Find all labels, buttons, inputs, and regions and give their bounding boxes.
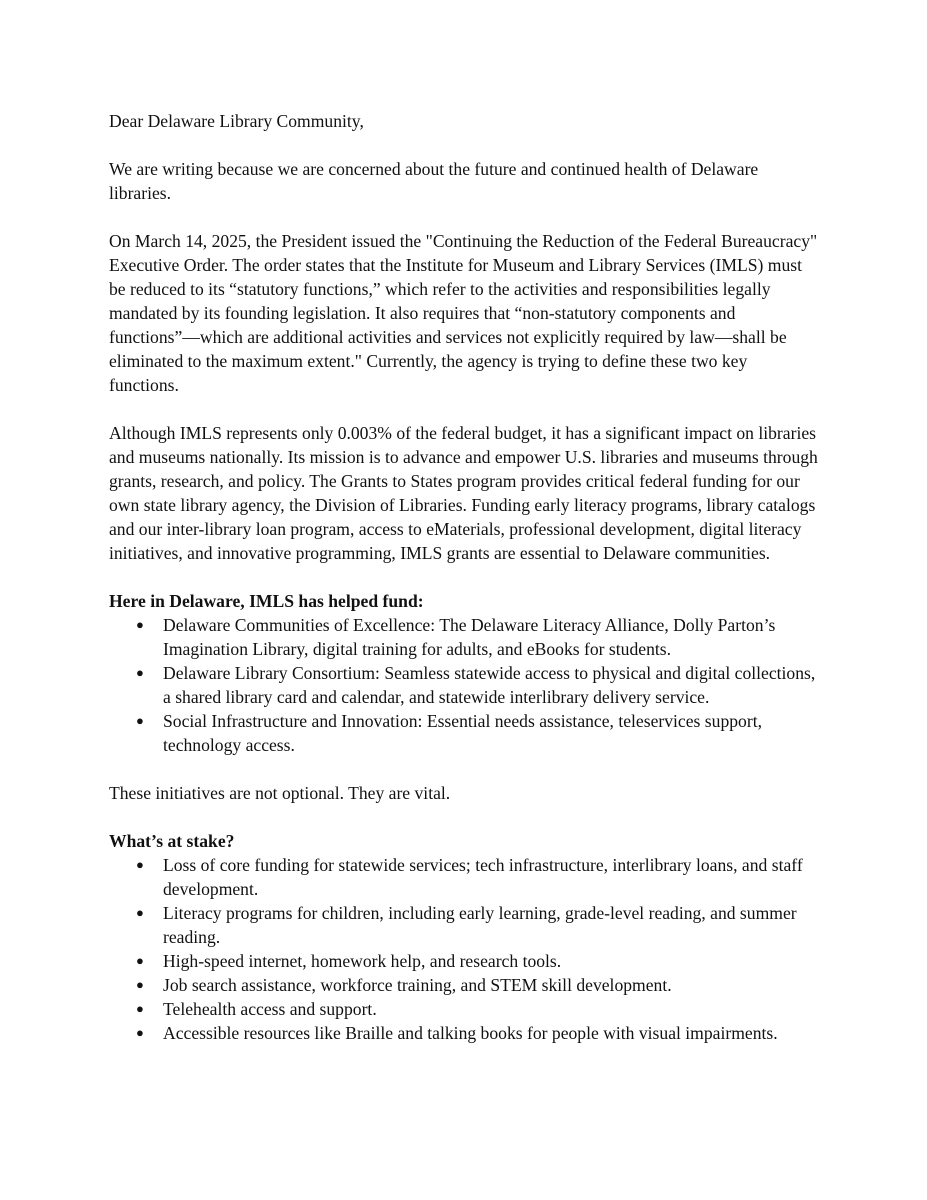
list-item-text: Delaware Communities of Excellence: The Delaware Literacy Alliance, Dolly Parton’s Imagination Library, digital training for adults, and eBooks for students. bbox=[163, 615, 776, 659]
list-item bbox=[109, 949, 821, 973]
list-item bbox=[109, 709, 821, 757]
list-item-text: High-speed internet, homework help, and research tools. bbox=[163, 951, 562, 971]
list-item bbox=[109, 901, 821, 949]
list-item-text: Social Infrastructure and Innovation: Essential needs assistance, teleservices support, technology access. bbox=[163, 711, 762, 755]
list-item-text: Accessible resources like Braille and talking books for people with visual impairments. bbox=[163, 1023, 778, 1043]
bullet-icon: ● bbox=[136, 977, 144, 992]
list-item bbox=[109, 1021, 821, 1045]
bullet-icon: ● bbox=[136, 905, 144, 920]
intro-paragraph: We are writing because we are concerned about the future and continued health of Delaware libraries. bbox=[109, 159, 759, 203]
list-item bbox=[109, 661, 821, 709]
letter-body bbox=[109, 109, 821, 1069]
stake-list bbox=[109, 853, 821, 1045]
funded-heading: Here in Delaware, IMLS has helped fund: bbox=[109, 591, 424, 611]
list-item bbox=[109, 853, 821, 901]
salutation: Dear Delaware Library Community, bbox=[109, 111, 364, 131]
bullet-icon: ● bbox=[136, 1001, 144, 1016]
bullet-icon: ● bbox=[136, 665, 144, 680]
bullet-icon: ● bbox=[136, 617, 144, 632]
vital-statement: These initiatives are not optional. They are vital. bbox=[109, 783, 451, 803]
bullet-icon: ● bbox=[136, 1025, 144, 1040]
list-item-text: Job search assistance, workforce training, and STEM skill development. bbox=[163, 975, 672, 995]
bullet-icon: ● bbox=[136, 953, 144, 968]
imls-paragraph: Although IMLS represents only 0.003% of the federal budget, it has a significant impact on libraries and museums nationally. Its mission is to advance and empower U.S. libraries and museums through grants, research, and policy. The Grants to States program provides critical federal funding for our own state library agency, the Division of Libraries. Funding early literacy programs, library catalogs and our inter-library loan program, access to eMaterials, professional development, digital literacy initiatives, and innovative programming, IMLS grants are essential to Delaware communities. bbox=[109, 423, 818, 563]
list-item-text: Literacy programs for children, including early learning, grade-level reading, and summer reading. bbox=[163, 903, 797, 947]
stake-heading: What’s at stake? bbox=[109, 831, 235, 851]
bullet-icon: ● bbox=[136, 857, 144, 872]
list-item-text: Telehealth access and support. bbox=[163, 999, 377, 1019]
list-item-text: Delaware Library Consortium: Seamless statewide access to physical and digital collections, a shared library card and calendar, and statewide interlibrary delivery service. bbox=[163, 663, 816, 707]
bullet-icon: ● bbox=[136, 713, 144, 728]
list-item bbox=[109, 973, 821, 997]
executive-order-paragraph: On March 14, 2025, the President issued the "Continuing the Reduction of the Federal Bureaucracy" Executive Order. The order states that the Institute for Museum and Library Services (IMLS) must be reduced to its “statutory functions,” which refer to the activities and responsibilities legally mandated by its founding legislation. It also requires that “non-statutory components and functions”—which are additional activities and services not explicitly required by law—shall be eliminated to the maximum extent." Currently, the agency is trying to define these two key functions. bbox=[109, 231, 818, 395]
list-item bbox=[109, 997, 821, 1021]
list-item bbox=[109, 613, 821, 661]
list-item-text: Loss of core funding for statewide services; tech infrastructure, interlibrary loans, and staff development. bbox=[163, 855, 803, 899]
funded-list bbox=[109, 613, 821, 757]
